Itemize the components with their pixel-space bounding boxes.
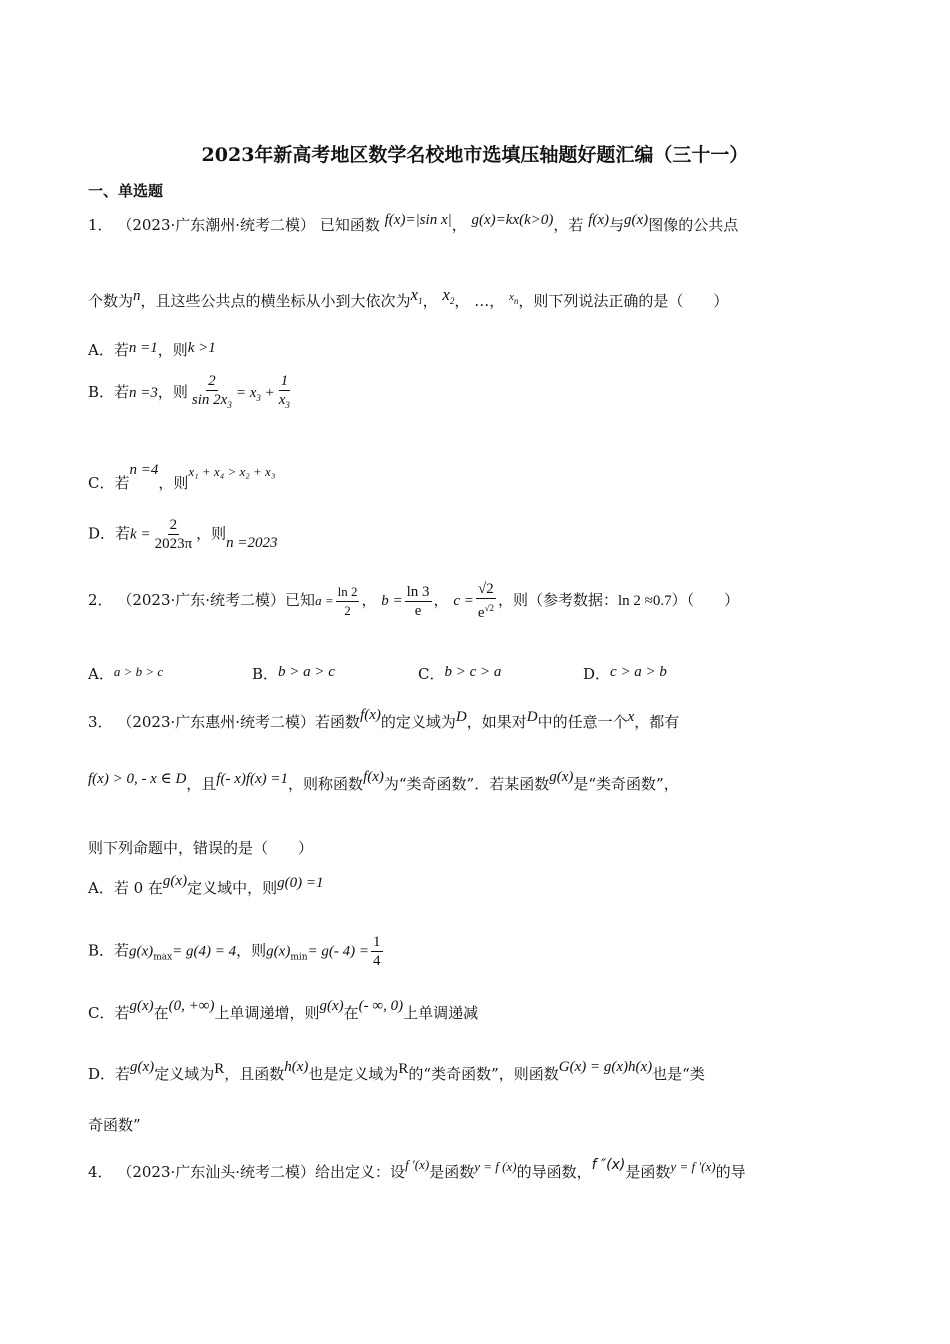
- q2-option-b: [252, 663, 335, 684]
- q3-option-d: [88, 1059, 705, 1084]
- question-3-line-3: 则下列命题中，错误的是（ ）: [88, 839, 314, 857]
- question-text: 图像的公共点: [648, 216, 739, 234]
- question-1-line-2: 个数为n，且这些公共点的横坐标从小到大依次为$x_1$， $x_2$， …， $^{x_n}$，则下列说法正确的是（ ）: [88, 285, 729, 310]
- math: g(x): [266, 943, 291, 960]
- option-label: C．: [418, 665, 445, 683]
- question-text: 是“类奇函数”，: [573, 775, 679, 793]
- option-label: D．若: [88, 1065, 131, 1083]
- option-text: ，则: [236, 941, 267, 960]
- question-number: 4．: [88, 1163, 113, 1181]
- math: x₁ + x₄ > x₂ + x₃: [188, 464, 276, 479]
- math-g-def: g(x)=kx(k>0): [471, 212, 554, 228]
- fraction: $\frac{2}{2023\pi}$: [154, 517, 193, 552]
- option-text: ，则: [157, 341, 188, 359]
- q3-option-c: [88, 998, 479, 1023]
- question-source: （2023·广东惠州·统考二模）: [117, 713, 316, 731]
- math: g(x): [319, 998, 344, 1014]
- question-text: 给出定义：设: [315, 1163, 406, 1181]
- subscript: max: [153, 952, 173, 963]
- math: f ′(x): [405, 1157, 430, 1172]
- option-text: 上单调递增，则: [214, 1004, 320, 1022]
- question-text: ，则称函数: [288, 775, 364, 793]
- math: f(- x)f(x) =1: [216, 771, 289, 787]
- q1-option-d: [88, 516, 278, 553]
- q2-option-a: [88, 663, 163, 684]
- question-text: 为“类奇函数”．若某函数: [383, 775, 550, 793]
- math: g(x): [129, 998, 154, 1014]
- math: f(x): [363, 769, 384, 785]
- math: D: [526, 709, 538, 725]
- math: (- ∞, 0): [358, 998, 404, 1014]
- math: b > a > c: [278, 664, 335, 680]
- math: g(x): [549, 769, 574, 785]
- q3-option-b: [88, 933, 385, 970]
- math: f(x): [360, 707, 381, 723]
- option-label: A．若: [88, 341, 129, 359]
- math: g(0) =1: [277, 875, 324, 891]
- fraction: $\frac{√2}{e^{√2}}$: [477, 581, 494, 621]
- ellipsis: …: [474, 292, 490, 310]
- punct: ，: [451, 216, 467, 234]
- question-text: 的导: [715, 1163, 746, 1181]
- math: g(x): [129, 943, 154, 960]
- math-f-def: f(x)=|sin x|: [384, 212, 452, 228]
- q3-option-d-line-2: 奇函数”: [88, 1116, 141, 1134]
- option-label: B．: [252, 665, 279, 683]
- math: f(x) > 0, - x ∈ D: [88, 771, 187, 787]
- math-xn: xn: [508, 291, 519, 306]
- option-text: 也是“类: [652, 1065, 705, 1083]
- math-x1: $x_1$: [410, 285, 423, 306]
- math: a > b > c: [113, 664, 164, 679]
- math: y = f (x): [474, 1159, 517, 1174]
- option-text: 定义域为: [154, 1065, 215, 1083]
- question-number: 2．: [88, 591, 113, 609]
- math-n: n: [133, 288, 141, 304]
- math: (0, +∞): [168, 998, 215, 1014]
- math-x2: $x_2$: [442, 285, 455, 306]
- option-text: ，则: [158, 474, 189, 492]
- q1-option-c: [88, 458, 276, 492]
- question-text: ，都有: [634, 713, 680, 731]
- question-text: 的定义域为: [380, 713, 456, 731]
- question-text: 已知: [285, 591, 316, 609]
- option-text: 上单调递减: [403, 1004, 479, 1022]
- math: D: [455, 709, 467, 725]
- fraction: $\frac{\ln 3}{e}$: [406, 583, 430, 619]
- math: g(x): [130, 1059, 155, 1075]
- math: n =3: [129, 385, 158, 401]
- question-text: 与: [609, 216, 625, 234]
- math: n =1: [128, 340, 158, 356]
- q1-option-b: [88, 372, 294, 414]
- option-text: ，则: [196, 524, 227, 543]
- option-label: A．: [88, 665, 114, 683]
- math: k =: [130, 526, 151, 543]
- math: R: [398, 1061, 409, 1077]
- question-text: 的导函数，: [516, 1163, 592, 1181]
- question-text: ，若: [553, 216, 584, 234]
- math: b > c > a: [444, 664, 502, 680]
- math: ln 2 ≈0.7: [618, 593, 672, 609]
- option-text: 的“类奇函数”，则函数: [408, 1065, 559, 1083]
- question-source: （2023·广东潮州·统考二模）: [117, 216, 316, 234]
- fraction: $\frac{\ln 2}{2}$: [337, 583, 358, 618]
- q3-option-a: [88, 873, 324, 898]
- question-text: ，如果对: [466, 713, 527, 731]
- question-text: 已知函数: [319, 216, 380, 234]
- math: c =: [453, 593, 474, 609]
- q1-option-a: [88, 339, 216, 360]
- question-text: ，则（参考数据：: [497, 591, 618, 609]
- math: y = f ′(x): [670, 1159, 716, 1174]
- question-2-line-1: 2． （2023·广东·统考二模）已知a = $\frac{\ln 2}{2}$ ， b = $\frac{\ln 3}{e}$ ， c = $\frac{√2}{e^{√2}}$ ，则（参考数据：ln 2 ≈0.7）（ ）: [88, 581, 740, 621]
- math-fx: f(x): [588, 212, 610, 228]
- math: G(x) = g(x)h(x): [558, 1059, 653, 1075]
- math: c > a > b: [610, 664, 667, 680]
- question-4-line-1: [88, 1157, 746, 1182]
- question-3-line-1: [88, 707, 680, 732]
- question-source: （2023·广东汕头·统考二模）: [117, 1163, 316, 1181]
- option-text: 在: [343, 1004, 359, 1022]
- math: n =2023: [226, 534, 278, 551]
- question-number: 3．: [88, 713, 113, 731]
- option-label: D．若: [88, 524, 131, 543]
- question-1-line-1: [88, 214, 738, 235]
- question-text: ，则下列说法正确的是（ ）: [518, 292, 729, 310]
- question-text: 是函数: [625, 1163, 671, 1181]
- math: b =: [381, 593, 403, 609]
- section-heading: 一、单选题: [88, 182, 164, 200]
- question-text: 若函数: [315, 713, 361, 731]
- math: h(x): [284, 1059, 309, 1075]
- math: R: [214, 1061, 225, 1077]
- subscript: min: [290, 952, 308, 963]
- question-text: ，且: [186, 775, 217, 793]
- math: a =: [315, 593, 334, 608]
- option-label: D．: [583, 665, 611, 683]
- option-text: ，且函数: [224, 1065, 285, 1083]
- question-text: 个数为: [88, 292, 134, 310]
- fraction: $\frac{1}{x_3}$: [278, 373, 290, 410]
- option-text: 也是定义域为: [308, 1065, 399, 1083]
- math: = g(- 4) =: [307, 943, 370, 960]
- fraction: $\frac{2}{\sin 2x_3}$: [191, 373, 232, 410]
- question-text: 是函数: [429, 1163, 475, 1181]
- math-gx: g(x): [624, 212, 649, 228]
- math: g(x): [162, 873, 188, 889]
- question-3-line-2: [88, 769, 679, 794]
- question-text: 中的任意一个: [537, 713, 628, 731]
- question-text: ）（ ）: [671, 591, 740, 609]
- option-text: 定义域中，则: [187, 879, 278, 897]
- question-number: 1．: [88, 216, 113, 234]
- math: x: [627, 709, 635, 725]
- page-title: 2023年新高考地区数学名校地市选填压轴题好题汇编（三十一）: [201, 144, 749, 166]
- option-label: B．若: [88, 383, 130, 401]
- math: k >1: [187, 340, 216, 356]
- q2-option-c: [418, 663, 501, 684]
- math: n =4: [129, 462, 159, 478]
- option-label: C．若: [88, 1004, 130, 1022]
- option-text: ，则: [157, 383, 188, 401]
- option-label: C．若: [88, 474, 130, 492]
- question-text: ，且这些公共点的横坐标从小到大依次为: [140, 292, 411, 310]
- math: f ″(x): [591, 1157, 626, 1173]
- q2-option-d: [583, 663, 667, 684]
- option-label: B．若: [88, 941, 130, 960]
- option-label: A．若 0 在: [88, 879, 163, 897]
- math: = $x_3$ +: [235, 385, 275, 403]
- math: = g(4) = 4: [172, 943, 237, 960]
- question-source: （2023·广东·统考二模）: [117, 591, 286, 609]
- fraction: $\frac{1}{4}$: [373, 934, 381, 969]
- option-text: 在: [153, 1004, 169, 1022]
